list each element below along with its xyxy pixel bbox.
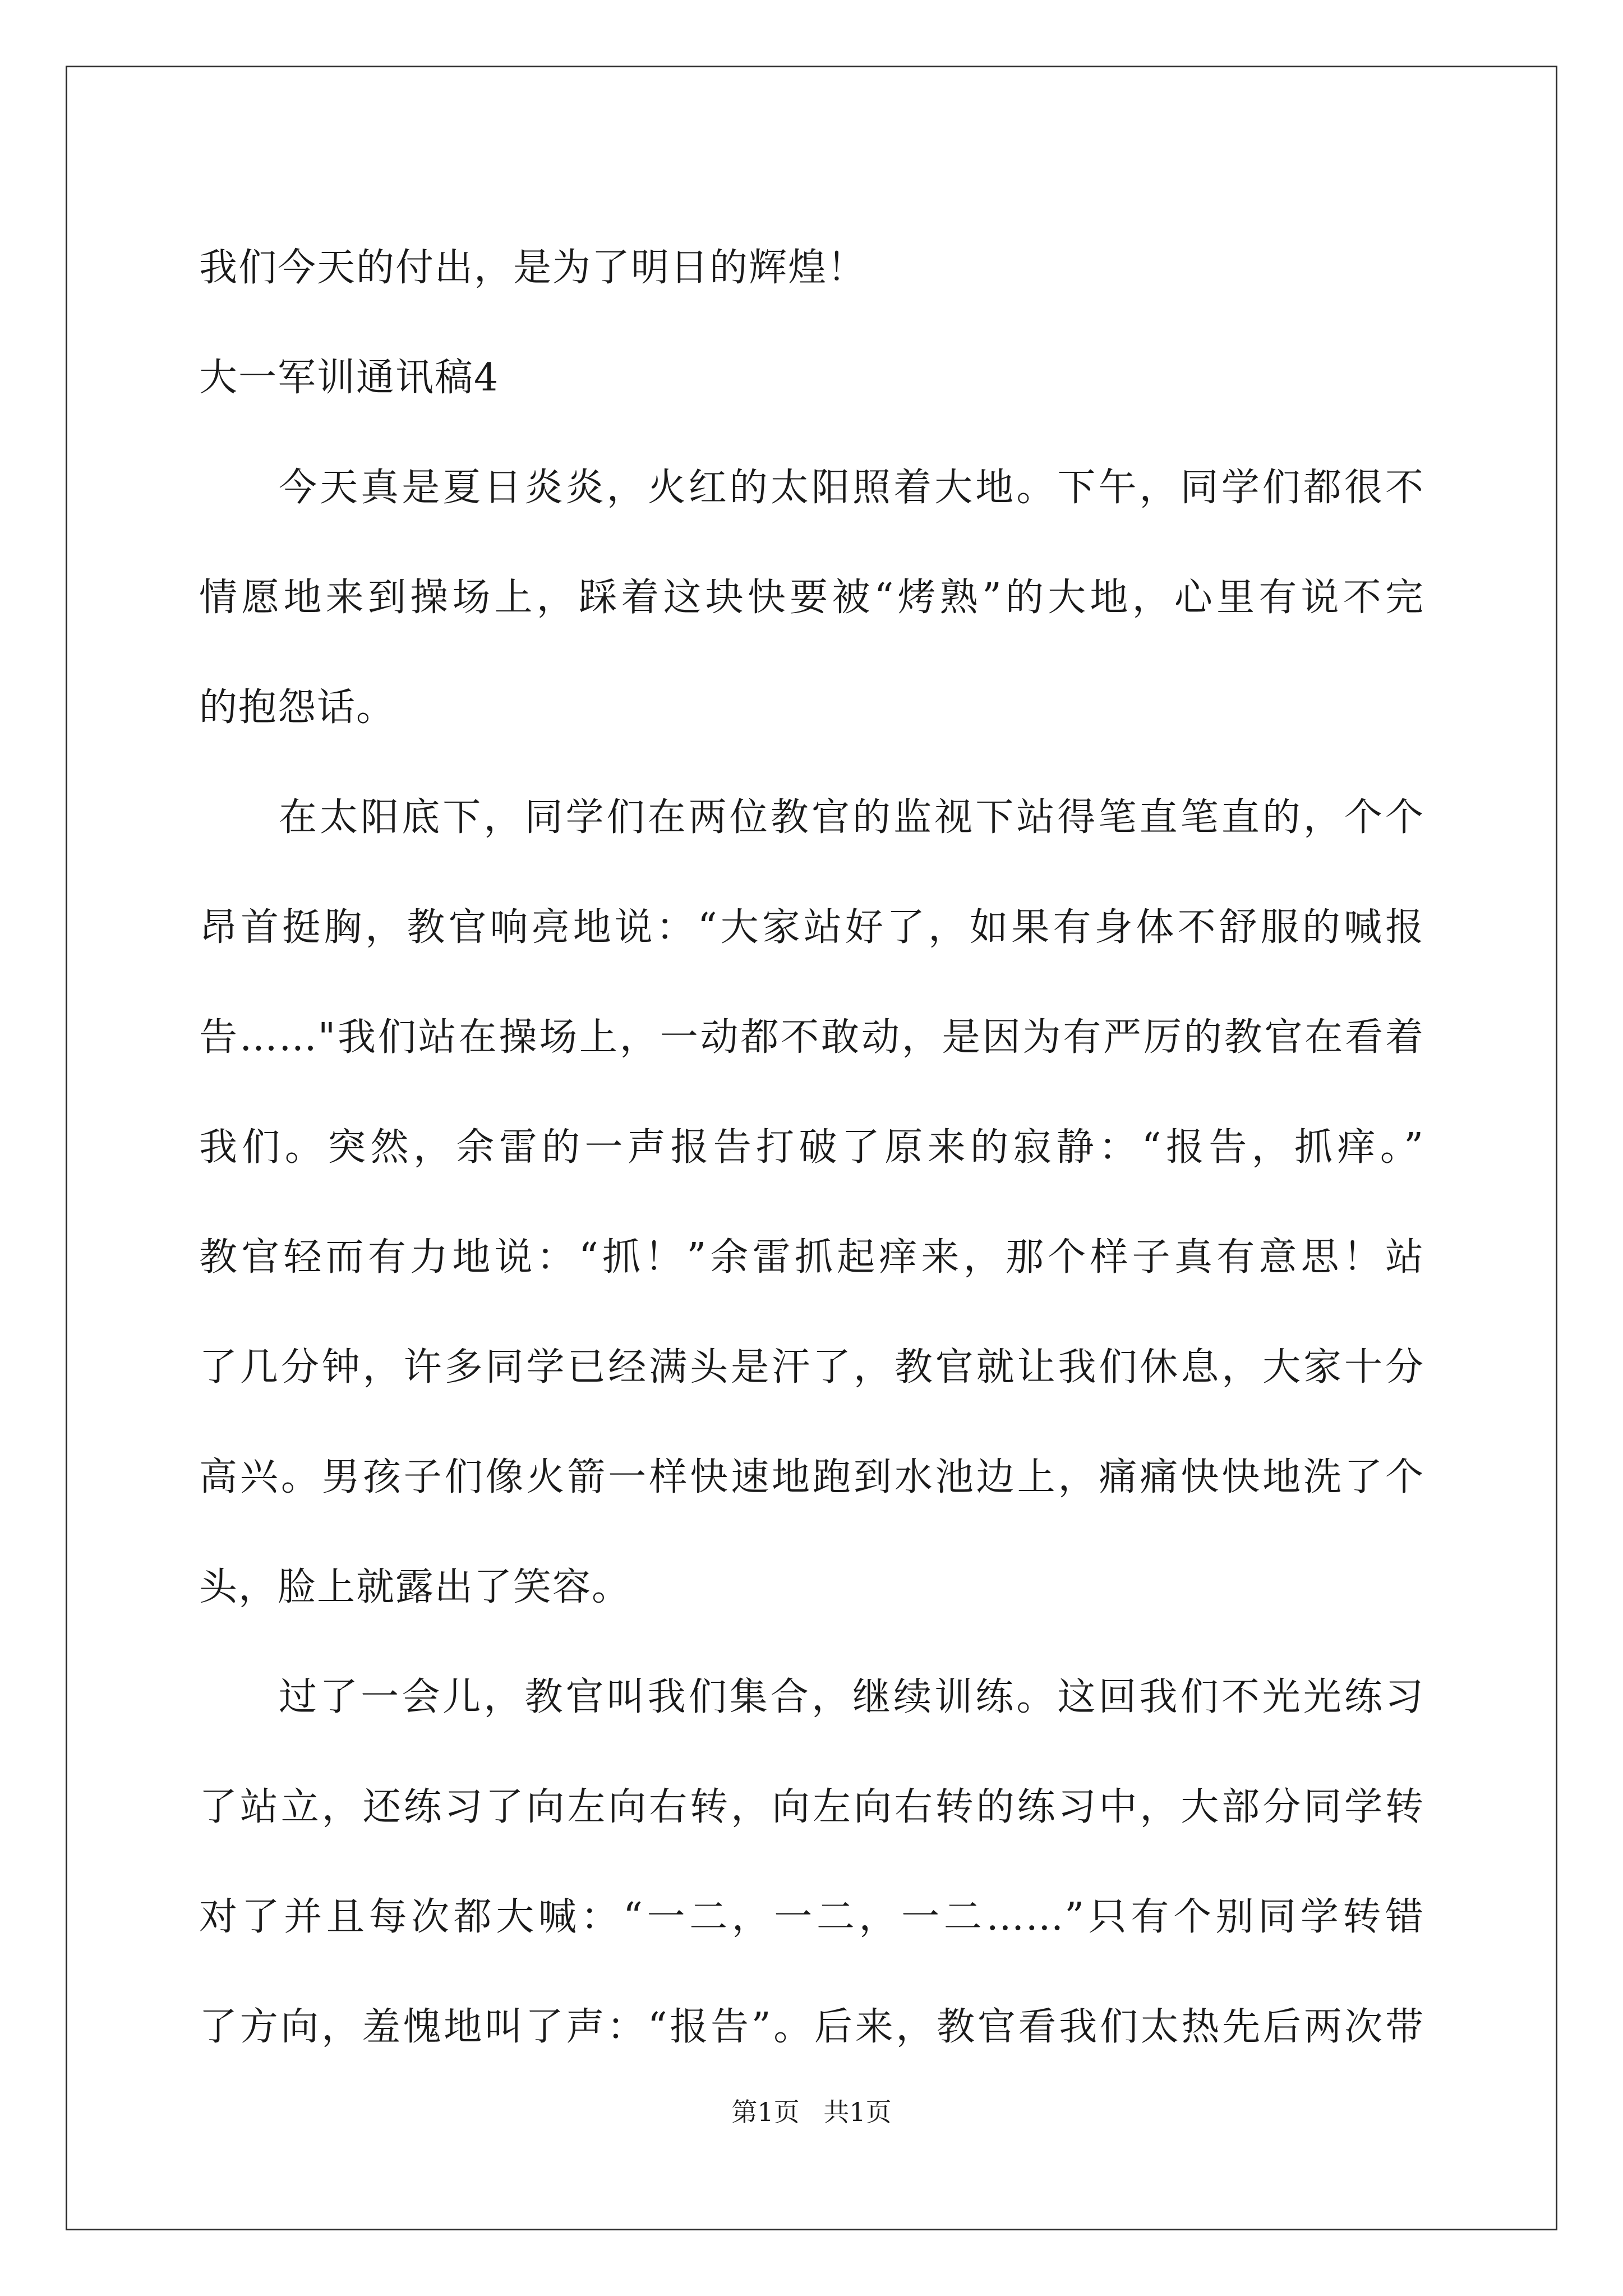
text-line: 我们今天的付出，是为了明日的辉煌！ (199, 246, 867, 290)
text-line: 在太阳底下，同学们在两位教官的监视下站得笔直笔直的，个个 (279, 795, 1424, 840)
page-footer (0, 2095, 1623, 2129)
text-line: 昂首挺胸，教官响亮地说：“大家站好了，如果有身体不舒服的喊报 (199, 905, 1424, 950)
page-total: 共1页 (823, 2097, 892, 2127)
text-line: 头，脸上就露出了笑容。 (199, 1565, 631, 1609)
document-body (199, 213, 1424, 2082)
text-line: 告……"我们站在操场上，一动都不敢动，是因为有严厉的教官在看着 (199, 1015, 1424, 1060)
page-number: 第1页 (731, 2097, 800, 2127)
text-line: 了方向，羞愧地叫了声：“报告”。后来，教官看我们太热先后两次带 (199, 2005, 1424, 2049)
text-line: 今天真是夏日炎炎，火红的太阳照着大地。下午，同学们都很不 (279, 466, 1424, 510)
text-line: 了几分钟，许多同学已经满头是汗了，教官就让我们休息，大家十分 (199, 1345, 1424, 1389)
text-line: 了站立，还练习了向左向右转，向左向右转的练习中，大部分同学转 (199, 1785, 1424, 1829)
text-line: 的抱怨话。 (199, 685, 396, 730)
text-line: 高兴。男孩子们像火箭一样快速地跑到水池边上，痛痛快快地洗了个 (199, 1455, 1424, 1499)
text-line: 我们。突然，余雷的一声报告打破了原来的寂静：“报告，抓痒。” (199, 1125, 1424, 1170)
section-heading: 大一军训通讯稿4 (199, 356, 500, 400)
text-line: 对了并且每次都大喊：“一二，一二，一二……”只有个别同学转错 (199, 1895, 1424, 1939)
text-line: 过了一会儿，教官叫我们集合，继续训练。这回我们不光光练习 (279, 1675, 1424, 1719)
text-line: 教官轻而有力地说：“抓！”余雷抓起痒来，那个样子真有意思！站 (199, 1235, 1424, 1280)
text-line: 情愿地来到操场上，踩着这块快要被“烤熟”的大地，心里有说不完 (199, 576, 1424, 620)
